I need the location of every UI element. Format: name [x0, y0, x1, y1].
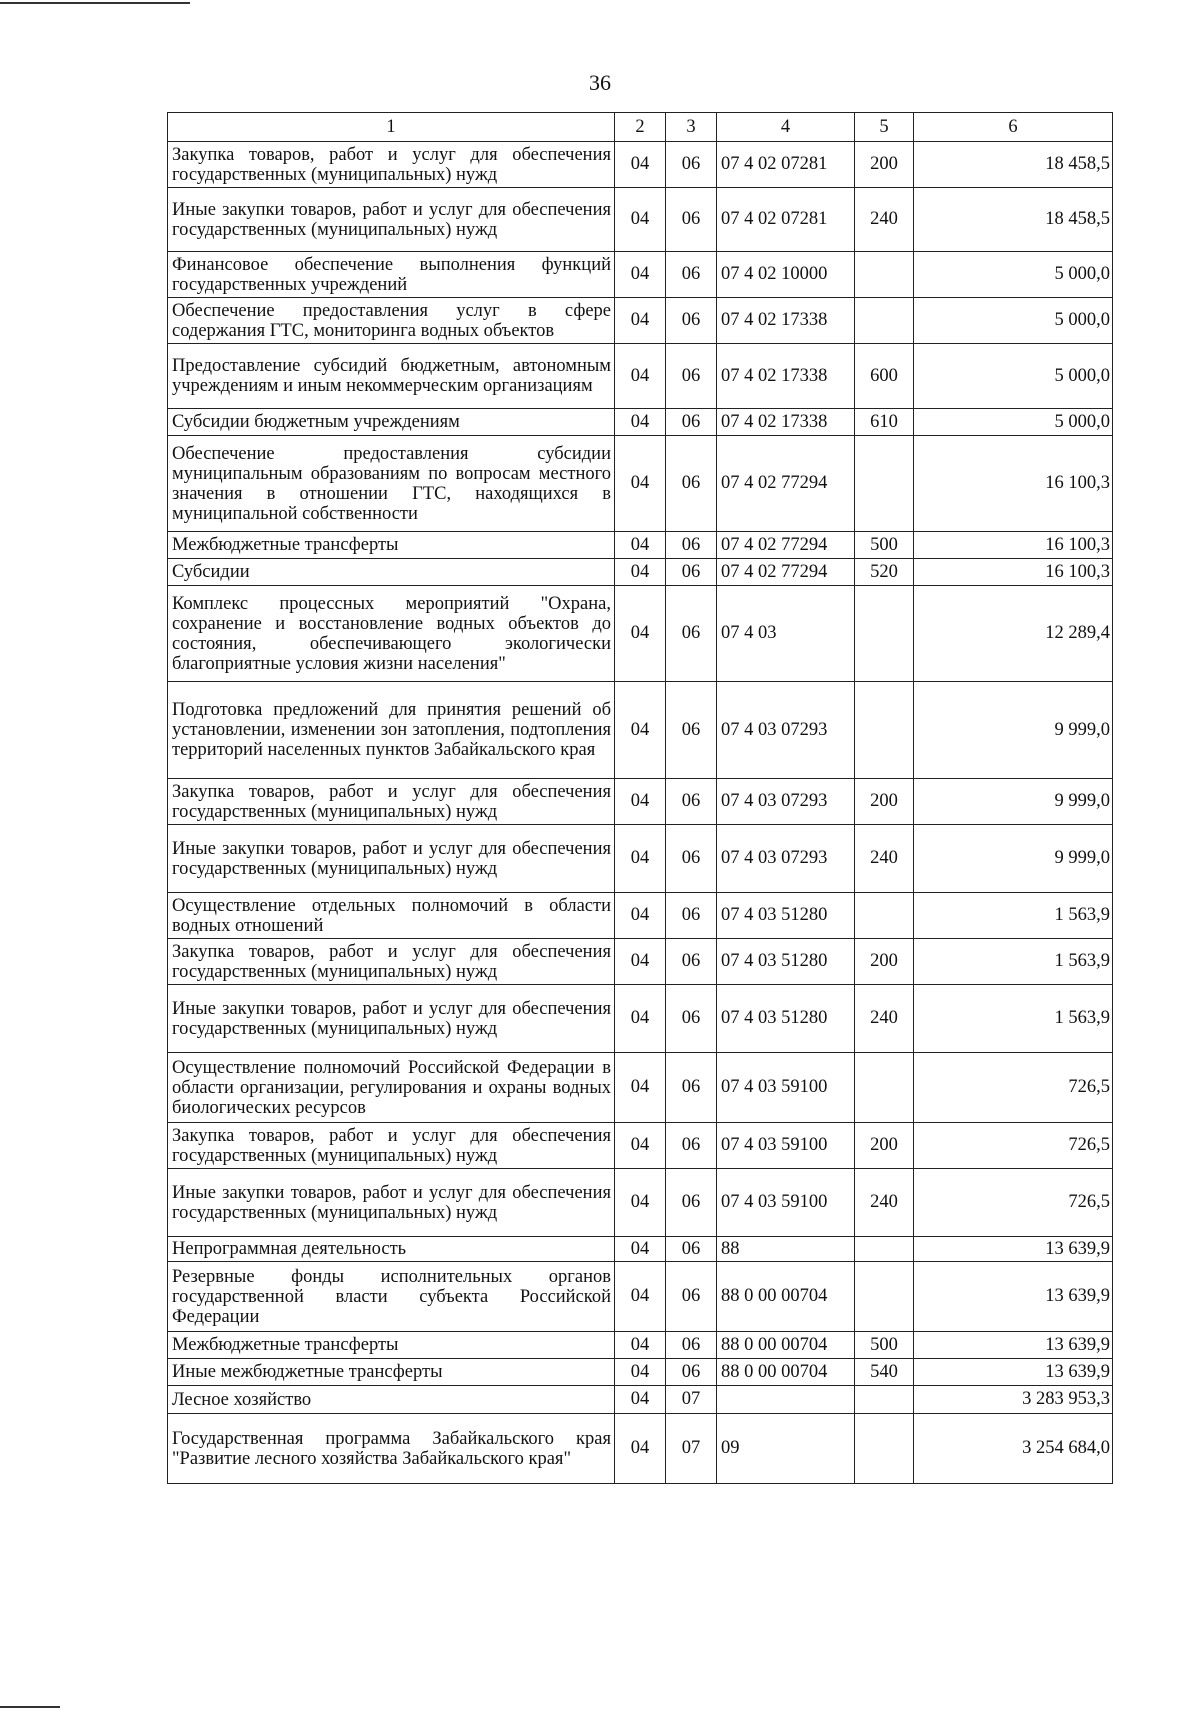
row-description: Обеспечение предоставления услуг в сфере содержания ГТС, мониторинга водных объектов — [168, 298, 615, 344]
scan-artifact-line-top — [0, 2, 190, 4]
row-type: 200 — [855, 939, 914, 985]
row-code: 07 4 03 07293 — [717, 682, 855, 779]
table-row — [168, 532, 1113, 559]
row-col-2: 04 — [615, 779, 666, 825]
row-amount: 9 999,0 — [914, 682, 1113, 779]
row-amount: 726,5 — [914, 1053, 1113, 1123]
row-type: 540 — [855, 1359, 914, 1386]
table-row — [168, 409, 1113, 436]
row-amount: 16 100,3 — [914, 436, 1113, 532]
row-description: Финансовое обеспечение выполнения функций государственных учреждений — [168, 252, 615, 298]
row-code: 07 4 03 07293 — [717, 779, 855, 825]
row-code: 07 4 03 51280 — [717, 939, 855, 985]
row-type: 520 — [855, 559, 914, 586]
row-col-3: 06 — [666, 779, 717, 825]
row-col-3: 06 — [666, 344, 717, 409]
row-code: 07 4 03 59100 — [717, 1169, 855, 1237]
row-col-2: 04 — [615, 1359, 666, 1386]
row-code: 07 4 02 17338 — [717, 409, 855, 436]
header-col-3: 3 — [666, 113, 717, 142]
table-row — [168, 344, 1113, 409]
row-code: 88 — [717, 1237, 855, 1262]
row-col-2: 04 — [615, 409, 666, 436]
row-amount: 5 000,0 — [914, 409, 1113, 436]
row-amount: 1 563,9 — [914, 985, 1113, 1053]
row-description: Субсидии бюджетным учреждениям — [168, 409, 615, 436]
row-col-2: 04 — [615, 252, 666, 298]
table-row — [168, 893, 1113, 939]
header-col-1: 1 — [168, 113, 615, 142]
row-description: Резервные фонды исполнительных органов государственной власти субъекта Российской Федерации — [168, 1262, 615, 1332]
row-amount: 1 563,9 — [914, 893, 1113, 939]
row-code: 07 4 02 10000 — [717, 252, 855, 298]
table-row — [168, 1332, 1113, 1359]
row-type: 240 — [855, 1169, 914, 1237]
row-amount: 3 254 684,0 — [914, 1414, 1113, 1484]
row-description: Иные межбюджетные трансферты — [168, 1359, 615, 1386]
row-code: 07 4 02 77294 — [717, 532, 855, 559]
row-type — [855, 298, 914, 344]
row-description: Субсидии — [168, 559, 615, 586]
row-type — [855, 1414, 914, 1484]
row-col-3: 06 — [666, 252, 717, 298]
row-col-2: 04 — [615, 1262, 666, 1332]
row-code: 88 0 00 00704 — [717, 1359, 855, 1386]
row-type: 240 — [855, 985, 914, 1053]
table-row — [168, 939, 1113, 985]
row-amount: 13 639,9 — [914, 1262, 1113, 1332]
row-code: 88 0 00 00704 — [717, 1332, 855, 1359]
header-col-4: 4 — [717, 113, 855, 142]
row-col-2: 04 — [615, 142, 666, 188]
row-col-2: 04 — [615, 1123, 666, 1169]
row-description: Предоставление субсидий бюджетным, автономным учреждениям и иным некоммерческим организациям — [168, 344, 615, 409]
table-row — [168, 1386, 1113, 1414]
row-description: Закупка товаров, работ и услуг для обеспечения государственных (муниципальных) нужд — [168, 779, 615, 825]
page-number: 36 — [589, 70, 611, 95]
row-description: Лесное хозяйство — [168, 1386, 615, 1414]
row-col-3: 06 — [666, 825, 717, 893]
row-col-3: 06 — [666, 586, 717, 682]
row-col-3: 06 — [666, 142, 717, 188]
row-col-3: 06 — [666, 1359, 717, 1386]
row-code — [717, 1386, 855, 1414]
table-row — [168, 1262, 1113, 1332]
row-code: 07 4 03 59100 — [717, 1123, 855, 1169]
row-col-2: 04 — [615, 939, 666, 985]
row-description: Осуществление отдельных полномочий в области водных отношений — [168, 893, 615, 939]
row-type: 200 — [855, 1123, 914, 1169]
row-type: 200 — [855, 142, 914, 188]
row-code: 07 4 02 77294 — [717, 559, 855, 586]
row-description: Межбюджетные трансферты — [168, 1332, 615, 1359]
row-code: 07 4 02 17338 — [717, 344, 855, 409]
row-type — [855, 1262, 914, 1332]
table-row — [168, 1053, 1113, 1123]
row-type: 240 — [855, 188, 914, 252]
row-description: Иные закупки товаров, работ и услуг для обеспечения государственных (муниципальных) нужд — [168, 985, 615, 1053]
row-col-3: 06 — [666, 298, 717, 344]
table-row — [168, 436, 1113, 532]
row-amount: 9 999,0 — [914, 825, 1113, 893]
row-col-2: 04 — [615, 586, 666, 682]
row-code: 07 4 02 17338 — [717, 298, 855, 344]
row-col-2: 04 — [615, 188, 666, 252]
row-col-3: 06 — [666, 939, 717, 985]
row-type: 500 — [855, 1332, 914, 1359]
row-col-3: 07 — [666, 1414, 717, 1484]
row-col-3: 06 — [666, 188, 717, 252]
row-amount: 5 000,0 — [914, 298, 1113, 344]
row-amount: 3 283 953,3 — [914, 1386, 1113, 1414]
table-row — [168, 1359, 1113, 1386]
row-code: 07 4 03 51280 — [717, 893, 855, 939]
row-col-3: 07 — [666, 1386, 717, 1414]
row-col-2: 04 — [615, 1332, 666, 1359]
row-col-3: 06 — [666, 1169, 717, 1237]
table-row — [168, 188, 1113, 252]
table-row — [168, 1237, 1113, 1262]
row-col-3: 06 — [666, 1237, 717, 1262]
row-col-2: 04 — [615, 1414, 666, 1484]
row-description: Комплекс процессных мероприятий "Охрана, сохранение и восстановление водных объектов до состояния, обеспечивающего экологически благоприятные условия жизни населения" — [168, 586, 615, 682]
row-code: 07 4 03 51280 — [717, 985, 855, 1053]
row-code: 07 4 02 77294 — [717, 436, 855, 532]
row-col-2: 04 — [615, 298, 666, 344]
row-amount: 13 639,9 — [914, 1237, 1113, 1262]
row-col-3: 06 — [666, 682, 717, 779]
header-col-5: 5 — [855, 113, 914, 142]
row-code: 88 0 00 00704 — [717, 1262, 855, 1332]
row-type: 600 — [855, 344, 914, 409]
row-type — [855, 252, 914, 298]
table-row — [168, 1169, 1113, 1237]
row-amount: 726,5 — [914, 1169, 1113, 1237]
row-col-2: 04 — [615, 985, 666, 1053]
row-code: 07 4 03 59100 — [717, 1053, 855, 1123]
row-code: 07 4 03 — [717, 586, 855, 682]
row-amount: 726,5 — [914, 1123, 1113, 1169]
row-col-2: 04 — [615, 682, 666, 779]
row-col-3: 06 — [666, 1123, 717, 1169]
table-row — [168, 825, 1113, 893]
row-description: Непрограммная деятельность — [168, 1237, 615, 1262]
row-amount: 16 100,3 — [914, 559, 1113, 586]
row-amount: 9 999,0 — [914, 779, 1113, 825]
row-amount: 16 100,3 — [914, 532, 1113, 559]
table-row — [168, 1123, 1113, 1169]
row-type: 240 — [855, 825, 914, 893]
row-col-2: 04 — [615, 1386, 666, 1414]
row-col-3: 06 — [666, 893, 717, 939]
row-col-2: 04 — [615, 344, 666, 409]
row-col-2: 04 — [615, 1237, 666, 1262]
header-row — [168, 113, 1113, 142]
row-description: Иные закупки товаров, работ и услуг для обеспечения государственных (муниципальных) нужд — [168, 188, 615, 252]
row-description: Иные закупки товаров, работ и услуг для обеспечения государственных (муниципальных) нужд — [168, 1169, 615, 1237]
row-col-3: 06 — [666, 1053, 717, 1123]
row-col-3: 06 — [666, 409, 717, 436]
row-amount: 1 563,9 — [914, 939, 1113, 985]
row-code: 07 4 02 07281 — [717, 142, 855, 188]
row-type — [855, 1053, 914, 1123]
row-amount: 18 458,5 — [914, 142, 1113, 188]
row-col-3: 06 — [666, 1332, 717, 1359]
row-col-3: 06 — [666, 1262, 717, 1332]
row-col-3: 06 — [666, 985, 717, 1053]
table-row — [168, 586, 1113, 682]
row-amount: 5 000,0 — [914, 344, 1113, 409]
row-description: Осуществление полномочий Российской Федерации в области организации, регулирования и охраны водных биологических ресурсов — [168, 1053, 615, 1123]
table-row — [168, 1414, 1113, 1484]
row-col-3: 06 — [666, 532, 717, 559]
row-col-3: 06 — [666, 436, 717, 532]
row-code: 09 — [717, 1414, 855, 1484]
row-description: Обеспечение предоставления субсидии муниципальным образованиям по вопросам местного значения в отношении ГТС, находящихся в муниципальной собственности — [168, 436, 615, 532]
row-code: 07 4 02 07281 — [717, 188, 855, 252]
row-col-2: 04 — [615, 1169, 666, 1237]
row-type — [855, 436, 914, 532]
row-amount: 18 458,5 — [914, 188, 1113, 252]
row-col-2: 04 — [615, 893, 666, 939]
table-row — [168, 559, 1113, 586]
row-description: Закупка товаров, работ и услуг для обеспечения государственных (муниципальных) нужд — [168, 939, 615, 985]
budget-table — [167, 112, 1112, 1484]
row-type: 500 — [855, 532, 914, 559]
row-amount: 13 639,9 — [914, 1359, 1113, 1386]
table-body — [168, 142, 1113, 1484]
table-row — [168, 252, 1113, 298]
row-description: Подготовка предложений для принятия решений об установлении, изменении зон затопления, подтопления территорий населенных пунктов Забайкальского края — [168, 682, 615, 779]
row-col-2: 04 — [615, 1053, 666, 1123]
row-amount: 5 000,0 — [914, 252, 1113, 298]
table-row — [168, 779, 1113, 825]
row-amount: 12 289,4 — [914, 586, 1113, 682]
row-description: Закупка товаров, работ и услуг для обеспечения государственных (муниципальных) нужд — [168, 1123, 615, 1169]
row-description: Государственная программа Забайкальского края "Развитие лесного хозяйства Забайкальского края" — [168, 1414, 615, 1484]
row-type: 610 — [855, 409, 914, 436]
table-row — [168, 298, 1113, 344]
table-row — [168, 142, 1113, 188]
header-col-2: 2 — [615, 113, 666, 142]
row-col-3: 06 — [666, 559, 717, 586]
row-type: 200 — [855, 779, 914, 825]
row-code: 07 4 03 07293 — [717, 825, 855, 893]
row-col-2: 04 — [615, 825, 666, 893]
header-col-6: 6 — [914, 113, 1113, 142]
row-col-2: 04 — [615, 436, 666, 532]
row-col-2: 04 — [615, 532, 666, 559]
row-description: Закупка товаров, работ и услуг для обеспечения государственных (муниципальных) нужд — [168, 142, 615, 188]
row-type — [855, 1237, 914, 1262]
row-type — [855, 586, 914, 682]
table-row — [168, 682, 1113, 779]
row-description: Иные закупки товаров, работ и услуг для обеспечения государственных (муниципальных) нужд — [168, 825, 615, 893]
row-type — [855, 1386, 914, 1414]
row-type — [855, 682, 914, 779]
row-amount: 13 639,9 — [914, 1332, 1113, 1359]
table-row — [168, 985, 1113, 1053]
row-description: Межбюджетные трансферты — [168, 532, 615, 559]
row-type — [855, 893, 914, 939]
scan-artifact-line-bottom — [0, 1706, 60, 1708]
row-col-2: 04 — [615, 559, 666, 586]
